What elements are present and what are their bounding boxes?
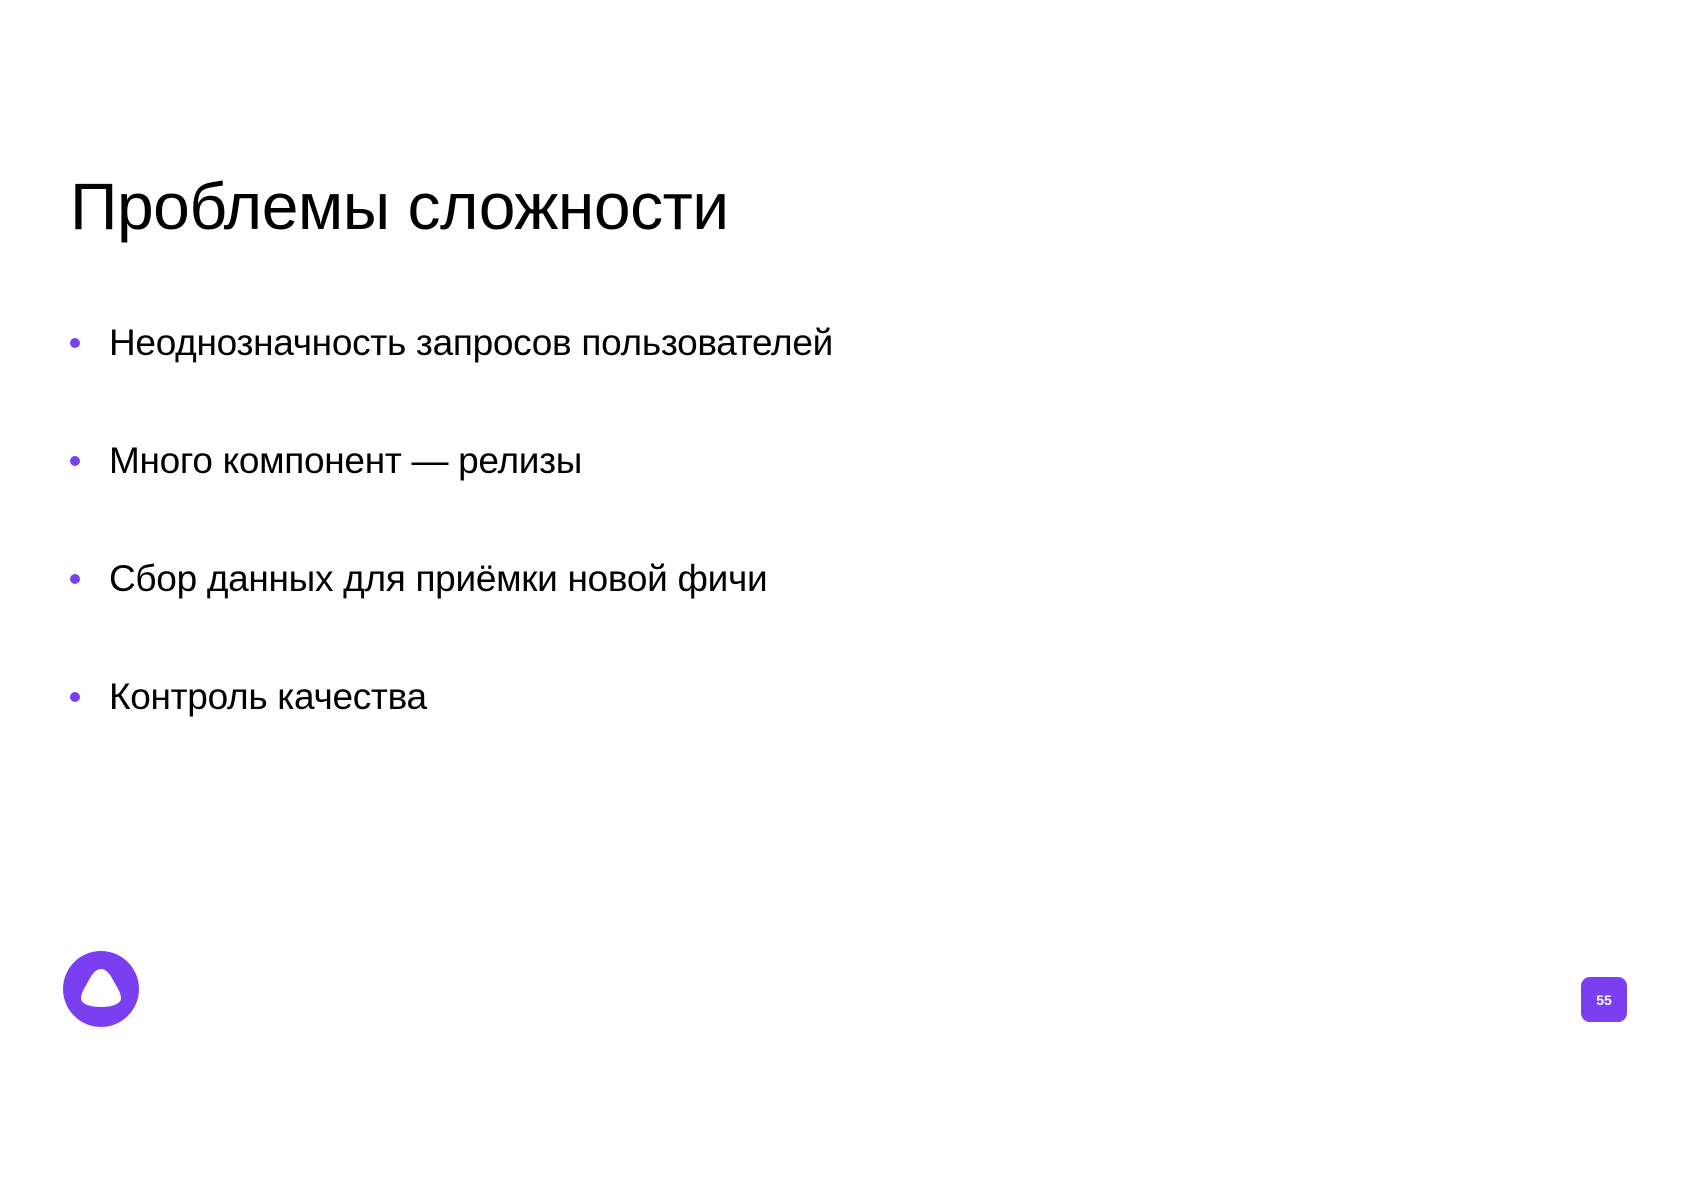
bullet-dot-icon	[70, 338, 80, 348]
bullet-item	[70, 672, 427, 722]
bullet-dot-icon	[70, 574, 80, 584]
alice-icon	[63, 951, 139, 1027]
bullet-text: Контроль качества	[109, 676, 427, 717]
bullet-text: Сбор данных для приёмки новой фичи	[109, 558, 768, 599]
slide-title: Проблемы сложности	[70, 169, 729, 243]
bullet-item	[70, 318, 833, 368]
bullet-item	[70, 554, 767, 604]
bullet-dot-icon	[70, 456, 80, 466]
bullet-item	[70, 436, 582, 486]
bullet-dot-icon	[70, 692, 80, 702]
bullet-text: Много компонент — релизы	[109, 440, 583, 481]
alice-logo-svg	[63, 951, 139, 1027]
page-number: 55	[1596, 991, 1612, 1008]
bullet-text: Неоднозначность запросов пользователей	[109, 322, 833, 363]
page-number-badge	[1581, 977, 1627, 1022]
